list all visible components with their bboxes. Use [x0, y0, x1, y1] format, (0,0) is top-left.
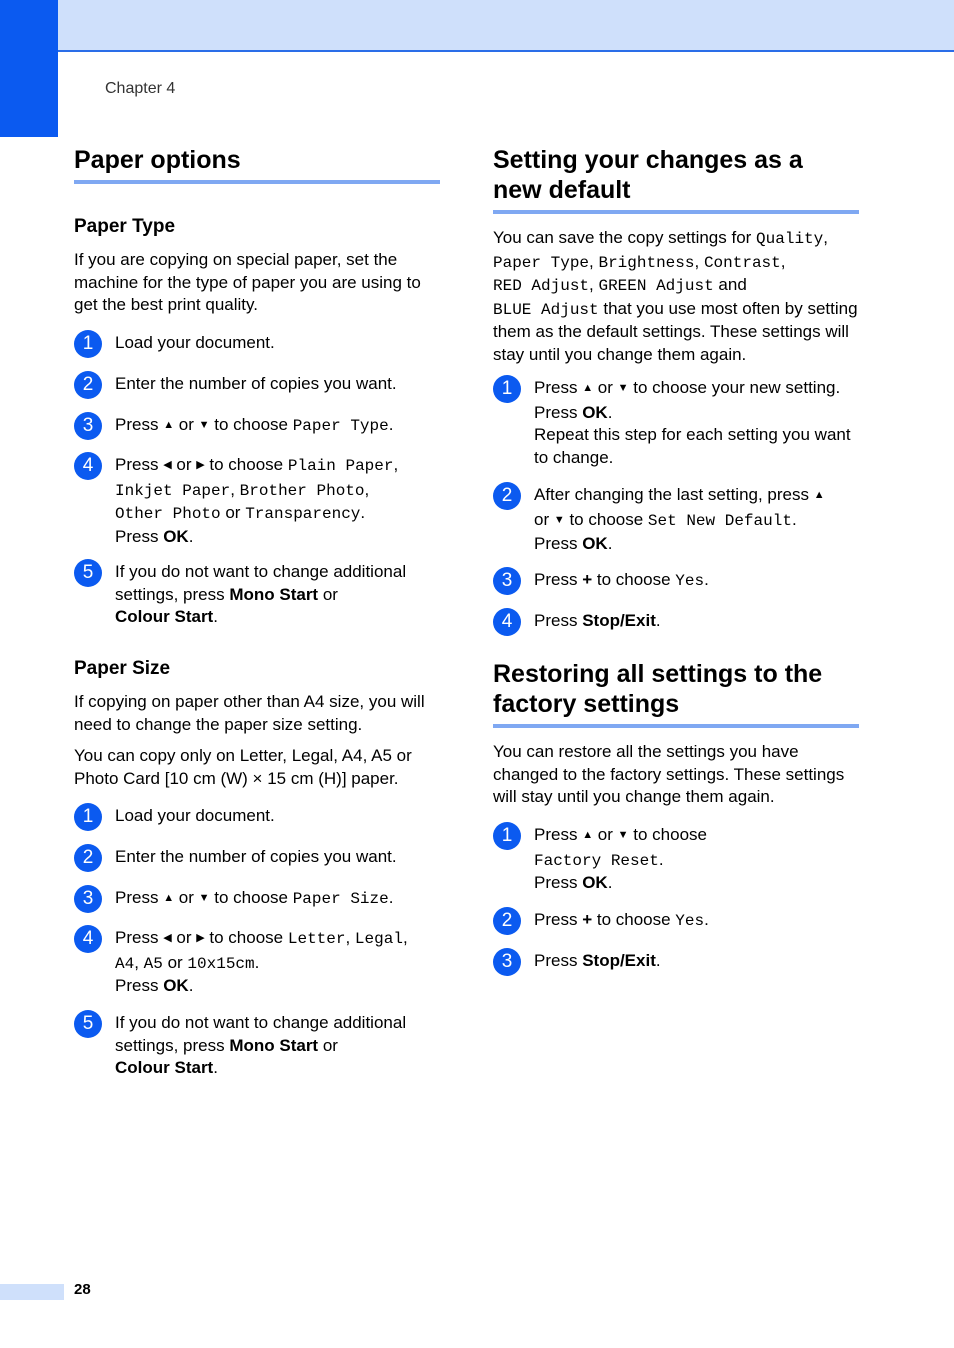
left-arrow-icon: ◀ — [163, 932, 172, 944]
step-number: 4 — [493, 608, 521, 636]
step-number: 3 — [493, 948, 521, 976]
step-text: Press + to choose Yes. — [534, 910, 709, 930]
step-text: Load your document. — [115, 806, 275, 825]
section-rule — [74, 180, 440, 184]
page-number: 28 — [74, 1281, 91, 1298]
step-number: 3 — [493, 567, 521, 595]
step-text: Press ▲ or ▼ to choose Factory Reset. Press OK. — [534, 825, 707, 892]
step-number: 2 — [74, 844, 102, 872]
step-text: Load your document. — [115, 333, 275, 352]
step-number: 2 — [493, 907, 521, 935]
step-text: If you do not want to change additional settings, press Mono Start or Colour Start. — [115, 1013, 407, 1077]
section-title-paper-options: Paper options — [74, 146, 241, 174]
section-rule — [493, 724, 859, 728]
header-band — [0, 0, 954, 52]
step-number: 4 — [74, 925, 102, 953]
down-arrow-icon: ▼ — [617, 382, 629, 394]
step-number: 5 — [74, 559, 102, 587]
step-number: 3 — [74, 885, 102, 913]
step-number: 1 — [493, 375, 521, 403]
plus-key: + — [582, 570, 593, 589]
down-arrow-icon: ▼ — [553, 513, 565, 526]
left-arrow-icon: ◀ — [163, 459, 172, 471]
chapter-tab — [0, 0, 58, 137]
right-arrow-icon: ▶ — [196, 932, 205, 944]
step-number: 1 — [493, 822, 521, 850]
up-arrow-icon: ▲ — [582, 382, 594, 394]
step-number: 5 — [74, 1010, 102, 1038]
paper-size-intro-1: If copying on paper other than A4 size, you will need to change the paper size setting. — [74, 692, 425, 734]
step-text: Press ▲ or ▼ to choose Paper Size. — [115, 888, 394, 908]
paper-size-intro-2: You can copy only on Letter, Legal, A4, A5 or Photo Card [10 cm (W) × 15 cm (H)] paper. — [74, 746, 412, 788]
section-title-factory-reset: Restoring all settings to the factory settings — [493, 660, 823, 718]
step-text: After changing the last setting, press ▲ or ▼ to choose Set New Default. Press OK. — [534, 485, 825, 553]
step-text: Press ◀ or ▶ to choose Letter, Legal, A4, A5 or 10x15cm. Press OK. — [115, 928, 408, 995]
factory-intro: You can restore all the settings you have changed to the factory settings. These settings will stay until you change them again. — [493, 742, 845, 806]
step-text: If you do not want to change additional settings, press Mono Start or Colour Start. — [115, 562, 407, 626]
step-text: Press ▲ or ▼ to choose your new setting. Press OK. Repeat this step for each setting you want to change. — [534, 378, 851, 467]
step-text: Press ◀ or ▶ to choose Plain Paper, Inkjet Paper, Brother Photo, Other Photo or Transparency. Press OK. — [115, 455, 399, 546]
footer-bar — [0, 1284, 64, 1300]
step-number: 2 — [74, 371, 102, 399]
step-text: Press Stop/Exit. — [534, 611, 661, 630]
right-arrow-icon: ▶ — [196, 459, 205, 471]
chapter-label: Chapter 4 — [105, 80, 176, 97]
section-rule — [493, 210, 859, 214]
paper-type-intro: If you are copying on special paper, set the machine for the type of paper you are using to get the best print quality. — [74, 250, 421, 314]
step-text: Press + to choose Yes. — [534, 570, 709, 590]
up-arrow-icon: ▲ — [582, 829, 594, 841]
new-default-intro: You can save the copy settings for Quality, Paper Type, Brightness, Contrast, RED Adjust, GREEN Adjust and BLUE Adjust that you use most often by setting them as the default settings. These settings will stay until you change them again. — [493, 228, 858, 364]
down-arrow-icon: ▼ — [198, 892, 210, 904]
step-number: 1 — [74, 330, 102, 358]
heading-paper-type: Paper Type — [74, 216, 176, 237]
step-text: Enter the number of copies you want. — [115, 374, 397, 393]
plus-key: + — [582, 910, 593, 929]
heading-paper-size: Paper Size — [74, 658, 171, 679]
step-number: 3 — [74, 412, 102, 440]
step-text: Enter the number of copies you want. — [115, 847, 397, 866]
down-arrow-icon: ▼ — [617, 829, 629, 841]
step-number: 2 — [493, 482, 521, 510]
step-number: 1 — [74, 803, 102, 831]
up-arrow-icon: ▲ — [163, 419, 175, 431]
up-arrow-icon: ▲ — [813, 489, 825, 501]
step-number: 4 — [74, 452, 102, 480]
down-arrow-icon: ▼ — [198, 419, 210, 431]
up-arrow-icon: ▲ — [163, 892, 175, 904]
section-title-new-default: Setting your changes as a new default — [493, 146, 803, 204]
step-text: Press Stop/Exit. — [534, 951, 661, 970]
step-text: Press ▲ or ▼ to choose Paper Type. — [115, 415, 394, 435]
